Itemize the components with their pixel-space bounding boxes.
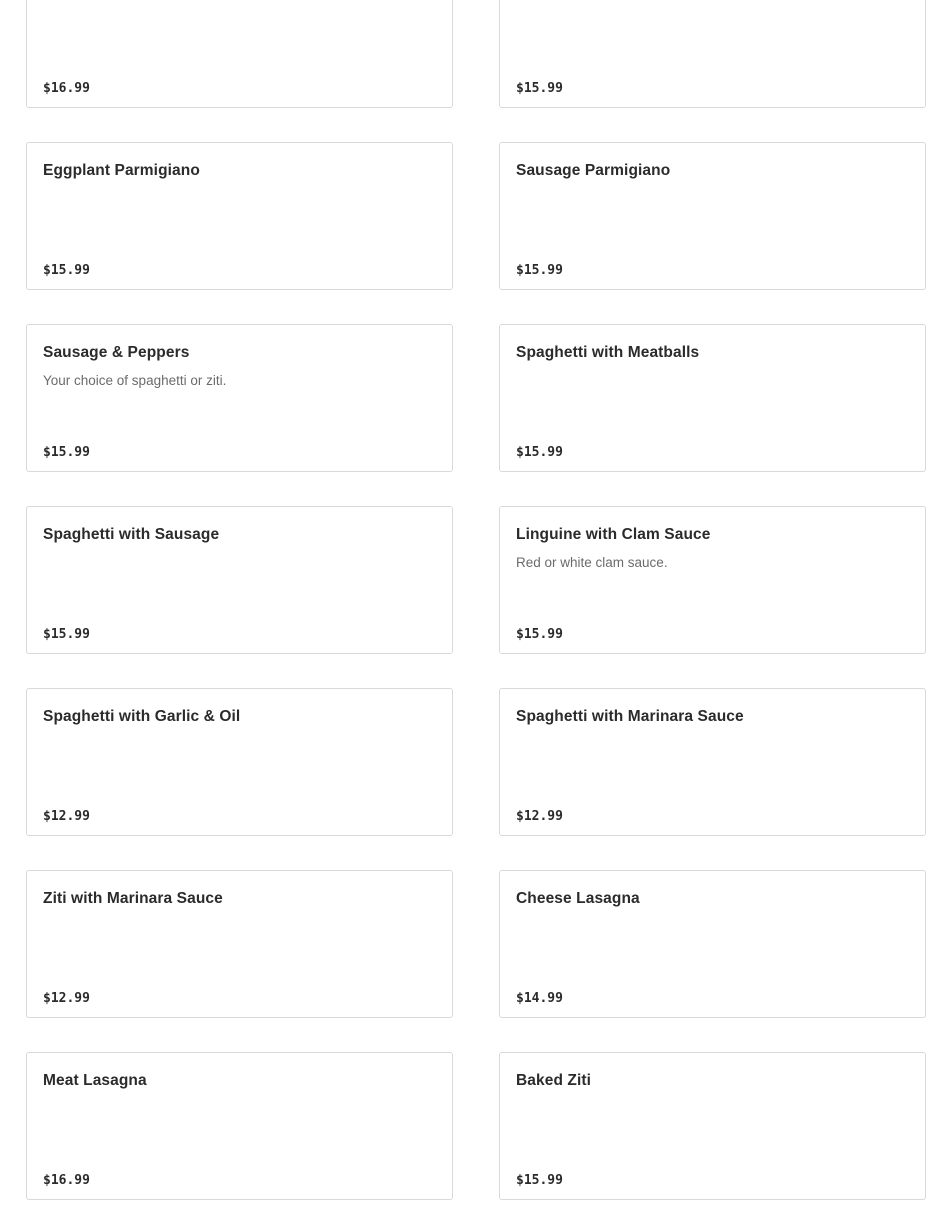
menu-item-price: $15.99 — [516, 445, 563, 460]
menu-item-card[interactable] — [499, 0, 926, 108]
menu-item-price: $12.99 — [43, 809, 90, 824]
menu-item-card[interactable] — [26, 142, 453, 290]
menu-item-card[interactable] — [26, 506, 453, 654]
menu-item-description: Red or white clam sauce. — [516, 555, 668, 570]
menu-item-card[interactable] — [26, 324, 453, 472]
menu-item-card[interactable] — [499, 870, 926, 1018]
menu-item-name: Sausage & Peppers — [43, 344, 190, 361]
menu-item-name: Eggplant Parmigiano — [43, 162, 200, 179]
menu-item-price: $16.99 — [43, 81, 90, 96]
menu-item-price: $15.99 — [516, 81, 563, 96]
menu-item-price: $15.99 — [516, 627, 563, 642]
menu-item-card[interactable] — [499, 142, 926, 290]
menu-item-card[interactable] — [26, 0, 453, 108]
menu-item-price: $15.99 — [43, 627, 90, 642]
menu-item-name: Ziti with Marinara Sauce — [43, 890, 223, 907]
menu-item-card[interactable] — [499, 688, 926, 836]
menu-item-card[interactable] — [26, 870, 453, 1018]
menu-item-price: $15.99 — [516, 263, 563, 278]
menu-item-card[interactable] — [499, 506, 926, 654]
menu-item-name: Spaghetti with Marinara Sauce — [516, 708, 744, 725]
menu-item-name: Spaghetti with Meatballs — [516, 344, 700, 361]
menu-item-name: Spaghetti with Sausage — [43, 526, 220, 543]
menu-item-price: $15.99 — [516, 1173, 563, 1188]
menu-item-card[interactable] — [26, 1052, 453, 1200]
menu-item-price: $15.99 — [43, 263, 90, 278]
menu-item-name: Baked Ziti — [516, 1072, 592, 1089]
menu-item-price: $12.99 — [516, 809, 563, 824]
menu-item-card[interactable] — [499, 1052, 926, 1200]
menu-item-name: Meat Lasagna — [43, 1072, 147, 1089]
menu-item-name: Spaghetti with Garlic & Oil — [43, 708, 241, 725]
menu-item-name: Sausage Parmigiano — [516, 162, 671, 179]
menu-item-price: $15.99 — [43, 445, 90, 460]
menu-item-price: $16.99 — [43, 1173, 90, 1188]
menu-item-card[interactable] — [26, 688, 453, 836]
menu-item-price: $14.99 — [516, 991, 563, 1006]
menu-item-name: Cheese Lasagna — [516, 890, 640, 907]
menu-item-card[interactable] — [499, 324, 926, 472]
menu-item-name: Linguine with Clam Sauce — [516, 526, 711, 543]
menu-item-price: $12.99 — [43, 991, 90, 1006]
menu-item-description: Your choice of spaghetti or ziti. — [43, 373, 227, 388]
